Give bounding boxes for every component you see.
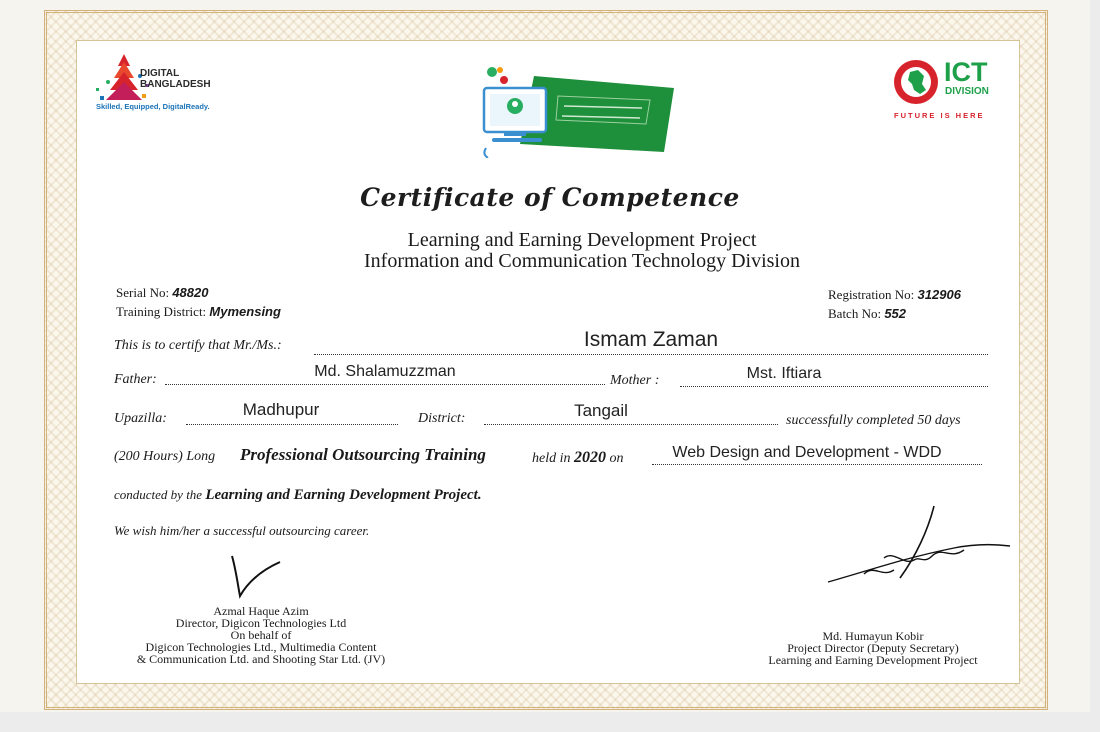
course-name: Web Design and Development - WDD bbox=[672, 444, 942, 461]
training-name: Professional Outsourcing Training bbox=[240, 445, 486, 464]
upazilla-label: Upazilla: bbox=[114, 411, 167, 426]
ict-division-label: DIVISION bbox=[945, 86, 989, 97]
district-name: Tangail bbox=[574, 401, 628, 420]
right-signature bbox=[824, 500, 1014, 590]
district-label: District: bbox=[418, 411, 466, 426]
hours-text: (200 Hours) Long bbox=[114, 449, 216, 464]
ict-wordmark: ICT bbox=[944, 57, 988, 87]
registration-number: Registration No: 312906 bbox=[828, 287, 961, 302]
certify-label: This is to certify that Mr./Ms.: bbox=[114, 338, 282, 353]
mother-label: Mother : bbox=[610, 373, 660, 388]
ict-division-emblem bbox=[892, 58, 940, 106]
batch-number: Batch No: 552 bbox=[828, 306, 907, 321]
completed-text: successfully completed 50 days bbox=[786, 413, 961, 428]
ict-tagline: FUTURE IS HERE bbox=[894, 111, 985, 120]
left-signatory-block: Azmal Haque Azim Director, Digicon Technologies Ltd On behalf of Digicon Technologies Ltd., Multimedia Content & Communication Ltd. and Shooting Star Ltd. (JV) bbox=[136, 604, 386, 666]
conducted-text: conducted by the Learning and Earning Development Project. bbox=[114, 487, 482, 503]
digital-bangladesh-tagline: Skilled, Equipped, DigitalReady. bbox=[96, 102, 210, 111]
mother-name: Mst. Iftiara bbox=[746, 365, 822, 382]
certificate-title: Certificate of Competence bbox=[360, 183, 740, 212]
serial-number: Serial No: 48820 bbox=[116, 285, 209, 300]
training-district: Training District: Mymensing bbox=[116, 304, 281, 319]
upazilla-name: Madhupur bbox=[242, 400, 320, 419]
right-signatory-block: Md. Humayun Kobir Project Director (Deputy Secretary) Learning and Earning Development Project bbox=[768, 629, 978, 667]
wish-text: We wish him/her a successful outsourcing career. bbox=[114, 523, 370, 538]
digital-bangladesh-wordmark: DIGITAL BANGLADESH bbox=[140, 68, 211, 90]
division-subtitle: Information and Communication Technology Division bbox=[364, 250, 800, 272]
left-signature bbox=[226, 552, 286, 600]
father-label: Father: bbox=[114, 372, 157, 387]
recipient-name: Ismam Zaman bbox=[583, 328, 719, 351]
project-logo bbox=[478, 66, 678, 158]
project-subtitle: Learning and Earning Development Project bbox=[407, 229, 757, 251]
held-in-text: held in 2020 on bbox=[532, 449, 624, 466]
father-name: Md. Shalamuzzman bbox=[314, 363, 456, 380]
